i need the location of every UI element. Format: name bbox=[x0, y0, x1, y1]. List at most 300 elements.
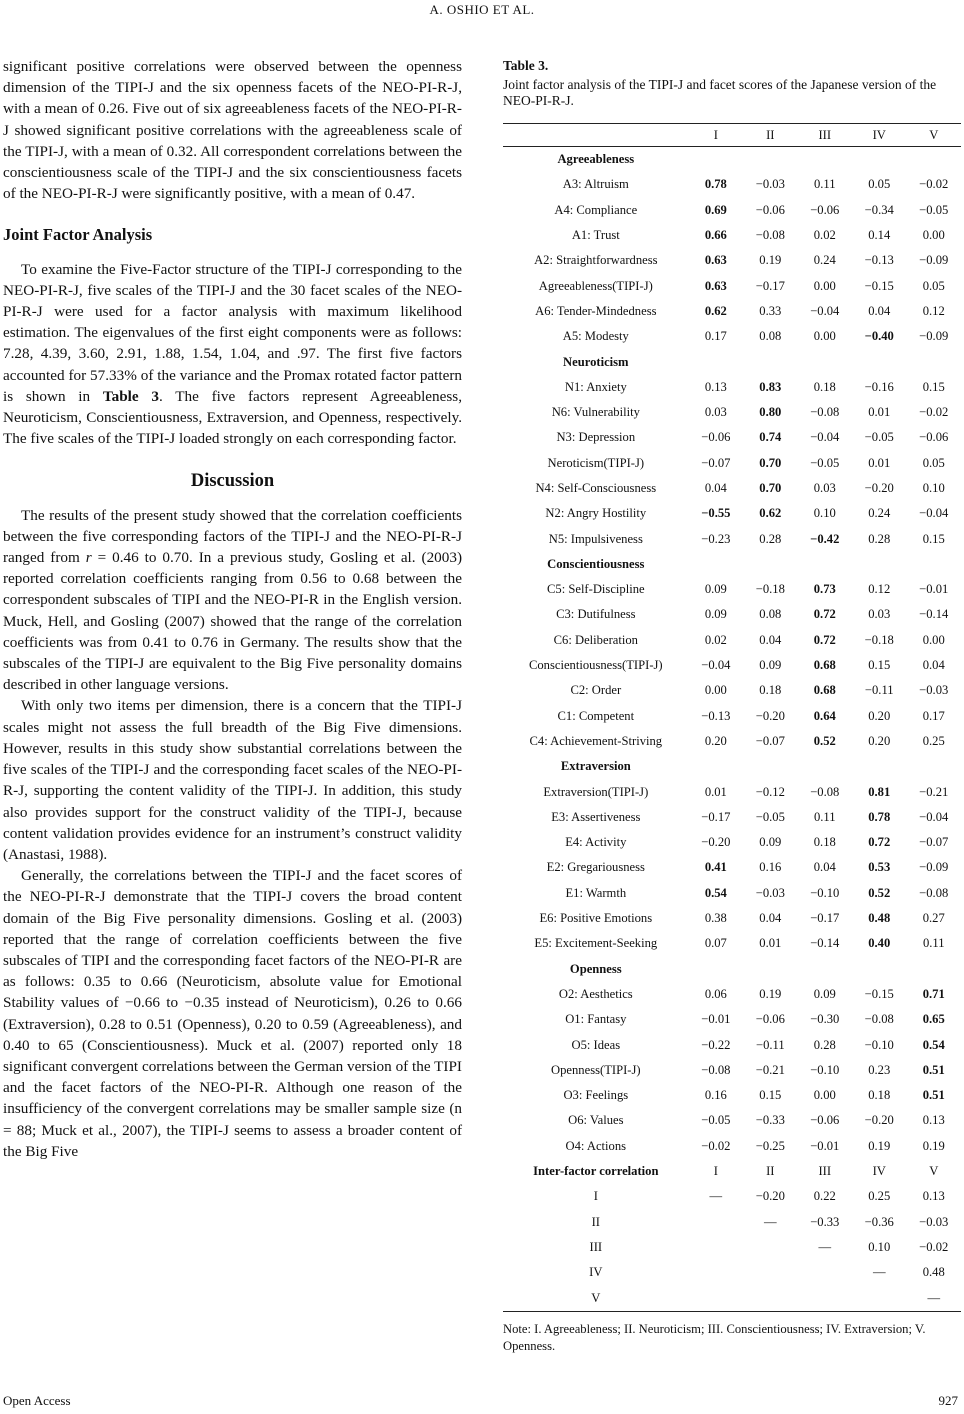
loading-cell: 0.09 bbox=[704, 607, 727, 622]
table-row bbox=[503, 906, 961, 931]
loading-cell: 0.13 bbox=[922, 1113, 945, 1128]
loading-cell bbox=[798, 147, 852, 173]
loading-cell: 0.74 bbox=[759, 430, 782, 445]
loading-cell: 0.19 bbox=[759, 986, 782, 1001]
loading-cell: −0.05 bbox=[701, 1113, 731, 1128]
loading-cell: 0.24 bbox=[813, 253, 836, 268]
loading-cell: −0.06 bbox=[755, 1012, 785, 1027]
loading-cell: −0.11 bbox=[755, 1037, 785, 1052]
loading-cell: −0.03 bbox=[755, 177, 785, 192]
loading-cell: −0.06 bbox=[810, 202, 840, 217]
row-label: O1: Fantasy bbox=[565, 1012, 627, 1027]
loading-cell: −0.08 bbox=[755, 228, 785, 243]
header-cell bbox=[503, 124, 689, 147]
loading-cell: 0.15 bbox=[922, 379, 945, 394]
loading-cell: −0.10 bbox=[810, 1062, 840, 1077]
disc1-text-a: The results of the present study showed that the correlation coefficients between the five corresponding factors of the TIPI-J and the NEO-PI-R-J ranged from bbox=[3, 506, 462, 567]
loading-cell: −0.02 bbox=[701, 1138, 731, 1153]
table-row bbox=[503, 855, 961, 880]
loading-cell: 0.14 bbox=[868, 228, 891, 243]
row-label: A2: Straightforwardness bbox=[534, 253, 658, 268]
loading-cell: −0.33 bbox=[755, 1113, 785, 1128]
loading-cell: 0.78 bbox=[868, 809, 891, 824]
loading-cell: −0.05 bbox=[864, 430, 894, 445]
loading-cell: 0.03 bbox=[704, 405, 727, 420]
loading-cell: −0.20 bbox=[755, 1189, 785, 1204]
joint-text-2: . The five factors represent Agreeableness, Neuroticism, Conscientiousness, Extraversion, and Openness, respectively. The five scales of the TIPI-J loaded strongly on each corresponding factor. bbox=[3, 387, 462, 448]
row-label: Agreeableness(TIPI-J) bbox=[538, 278, 653, 293]
row-label: Extraversion(TIPI-J) bbox=[543, 784, 649, 799]
loading-cell: −0.08 bbox=[810, 405, 840, 420]
loading-cell: −0.06 bbox=[810, 1113, 840, 1128]
loading-cell: 0.20 bbox=[868, 708, 891, 723]
loading-cell: −0.14 bbox=[810, 936, 840, 951]
loading-cell: −0.20 bbox=[864, 481, 894, 495]
row-label: O2: Aesthetics bbox=[558, 986, 633, 1001]
loading-cell: 0.09 bbox=[813, 986, 836, 1001]
loading-cell: II bbox=[766, 1164, 775, 1179]
loading-cell: 0.24 bbox=[868, 506, 891, 521]
loading-cell: 0.20 bbox=[868, 733, 891, 748]
loading-cell: −0.06 bbox=[919, 430, 949, 445]
loading-cell: 0.10 bbox=[868, 1239, 891, 1254]
loading-cell: 0.53 bbox=[868, 860, 891, 875]
loading-cell: −0.08 bbox=[701, 1062, 731, 1077]
row-label: Agreeableness bbox=[557, 152, 635, 167]
loading-cell: 0.63 bbox=[704, 278, 727, 293]
loading-cell: 0.04 bbox=[704, 481, 727, 495]
loading-cell: −0.01 bbox=[701, 1012, 731, 1027]
row-label: E2: Gregariousness bbox=[546, 860, 645, 875]
loading-cell: 0.00 bbox=[813, 278, 836, 293]
loading-cell: 0.19 bbox=[759, 253, 782, 268]
loading-cell bbox=[743, 1235, 797, 1260]
loading-cell: 0.81 bbox=[868, 784, 891, 799]
table-3-reference: Table 3 bbox=[102, 387, 159, 405]
loading-cell: 0.78 bbox=[704, 177, 727, 192]
loading-cell: −0.13 bbox=[701, 708, 731, 723]
table-row bbox=[503, 299, 961, 324]
loading-cell: 0.18 bbox=[759, 683, 782, 698]
row-label: C2: Order bbox=[570, 683, 622, 698]
row-label: N5: Impulsiveness bbox=[548, 531, 643, 546]
loading-cell: 0.28 bbox=[813, 1037, 836, 1052]
loading-cell: 0.09 bbox=[704, 582, 727, 597]
loading-cell: 0.68 bbox=[813, 683, 836, 698]
loading-cell: −0.12 bbox=[755, 784, 785, 799]
loading-cell: −0.21 bbox=[755, 1062, 785, 1077]
loading-cell: 0.52 bbox=[868, 885, 891, 900]
loading-cell: 0.12 bbox=[922, 303, 945, 318]
loading-cell: −0.09 bbox=[919, 860, 949, 875]
loading-cell: 0.01 bbox=[759, 936, 782, 951]
loading-cell: −0.34 bbox=[864, 202, 894, 217]
table-caption: Joint factor analysis of the TIPI-J and facet scores of the Japanese version of the NEO-PI-R-J. bbox=[503, 77, 937, 108]
table-row bbox=[503, 1032, 961, 1057]
header-cell: I bbox=[689, 124, 743, 147]
table-row bbox=[503, 1285, 961, 1311]
loading-cell bbox=[743, 754, 797, 779]
loading-cell: 0.04 bbox=[922, 658, 945, 673]
loading-cell: −0.04 bbox=[701, 658, 731, 673]
row-label: A4: Compliance bbox=[554, 202, 638, 217]
row-label: N3: Depression bbox=[556, 430, 636, 445]
row-label: N4: Self-Consciousness bbox=[535, 481, 657, 495]
loading-cell: 0.73 bbox=[813, 582, 836, 597]
loading-cell: −0.25 bbox=[755, 1138, 785, 1153]
loading-cell: V bbox=[929, 1164, 939, 1179]
loading-cell: −0.07 bbox=[919, 835, 949, 850]
table-row bbox=[503, 1260, 961, 1285]
loading-cell: 0.51 bbox=[922, 1088, 945, 1103]
loading-cell: −0.09 bbox=[919, 329, 949, 344]
table-header-row bbox=[503, 124, 961, 147]
group-header-row bbox=[503, 754, 961, 779]
loading-cell: −0.14 bbox=[919, 607, 949, 622]
group-header-row bbox=[503, 349, 961, 374]
loading-cell: −0.07 bbox=[701, 455, 731, 470]
loading-cell: 0.54 bbox=[922, 1037, 945, 1052]
row-label: III bbox=[589, 1239, 603, 1254]
table-row bbox=[503, 577, 961, 602]
loading-cell bbox=[689, 957, 743, 982]
loading-cell bbox=[798, 349, 852, 374]
loading-cell: 0.83 bbox=[759, 379, 782, 394]
loading-cell bbox=[743, 147, 797, 173]
loading-cell: 0.00 bbox=[922, 632, 945, 647]
loading-cell: 0.19 bbox=[922, 1138, 945, 1153]
loading-cell: — bbox=[906, 1285, 961, 1311]
footer-open-access: Open Access bbox=[3, 1393, 71, 1408]
loading-cell: 0.05 bbox=[922, 278, 945, 293]
header-cell: V bbox=[906, 124, 961, 147]
row-label: E6: Positive Emotions bbox=[539, 911, 653, 926]
loading-cell: 0.71 bbox=[922, 986, 945, 1001]
loading-cell: −0.21 bbox=[919, 784, 949, 799]
table-row bbox=[503, 1007, 961, 1032]
loading-cell: 0.12 bbox=[868, 582, 891, 597]
loading-cell bbox=[689, 147, 743, 173]
loading-cell: — bbox=[872, 1265, 886, 1280]
loading-cell: −0.01 bbox=[919, 582, 949, 597]
loading-cell: −0.20 bbox=[755, 708, 785, 723]
loading-cell bbox=[852, 147, 906, 173]
loading-cell: 0.16 bbox=[704, 1088, 727, 1103]
loading-cell: −0.13 bbox=[864, 253, 894, 268]
loading-cell: — bbox=[818, 1239, 832, 1254]
table-row bbox=[503, 324, 961, 349]
table-row bbox=[503, 881, 961, 906]
loading-cell: −0.30 bbox=[810, 1012, 840, 1027]
loading-cell: 0.08 bbox=[759, 607, 782, 622]
loading-cell: 0.70 bbox=[759, 481, 782, 495]
loading-cell: 0.00 bbox=[813, 329, 836, 344]
row-label: O3: Feelings bbox=[563, 1088, 629, 1103]
table-row bbox=[503, 1209, 961, 1234]
loading-cell: 0.01 bbox=[868, 455, 891, 470]
row-label: E5: Excitement-Seeking bbox=[534, 936, 658, 951]
loading-cell: 0.01 bbox=[704, 784, 727, 799]
loading-cell: 0.13 bbox=[922, 1189, 945, 1204]
loading-cell: 0.20 bbox=[704, 733, 727, 748]
table-row bbox=[503, 779, 961, 804]
loading-cell: −0.10 bbox=[864, 1037, 894, 1052]
loading-cell: 0.10 bbox=[922, 481, 945, 495]
table-row bbox=[503, 172, 961, 197]
loading-cell: 0.17 bbox=[922, 708, 945, 723]
loading-cell: 0.07 bbox=[704, 936, 727, 951]
loading-cell bbox=[852, 552, 906, 577]
loading-cell bbox=[906, 754, 961, 779]
loading-cell: 0.38 bbox=[704, 911, 727, 926]
loading-cell: 0.63 bbox=[704, 253, 727, 268]
loading-cell: −0.11 bbox=[864, 683, 894, 698]
loading-cell: −0.02 bbox=[919, 405, 949, 420]
loading-cell: 0.22 bbox=[813, 1189, 836, 1204]
row-label: C1: Competent bbox=[557, 708, 635, 723]
row-label: II bbox=[591, 1214, 600, 1229]
row-label: E3: Assertiveness bbox=[551, 809, 641, 824]
loading-cell: 0.18 bbox=[868, 1088, 891, 1103]
loading-cell: 0.09 bbox=[759, 835, 782, 850]
loading-cell: −0.42 bbox=[810, 531, 840, 546]
loading-cell: −0.16 bbox=[864, 379, 894, 394]
loading-cell: 0.15 bbox=[759, 1088, 782, 1103]
paragraph-discussion-2: With only two items per dimension, there is a concern that the TIPI-J scales might not assess the full breadth of the Big Five dimensions. However, results in this study show substantial correlations between the five scales of the TIPI-J and the corresponding facet scales of the NEO-PI-R-J, supporting the content validity of the TIPI-J. In addition, this study also provides support for the construct validity of the TIPI-J, because content validation provides evidence for an instrument’s construct validity (Anastasi, 1988). bbox=[3, 697, 462, 863]
loading-cell: 0.27 bbox=[922, 911, 945, 926]
table-row bbox=[503, 1235, 961, 1260]
heading-discussion: Discussion bbox=[190, 471, 275, 492]
table-row bbox=[503, 729, 961, 754]
loading-cell bbox=[798, 957, 852, 982]
loading-cell: 0.72 bbox=[813, 632, 836, 647]
loading-cell: −0.20 bbox=[864, 1113, 894, 1128]
loading-cell: 0.48 bbox=[868, 911, 891, 926]
loading-cell bbox=[852, 957, 906, 982]
row-label: Conscientiousness bbox=[547, 556, 645, 571]
row-label: Openness(TIPI-J) bbox=[551, 1062, 641, 1077]
row-label: E4: Activity bbox=[565, 835, 627, 850]
loading-cell: −0.05 bbox=[755, 809, 785, 824]
loading-cell: 0.02 bbox=[704, 632, 727, 647]
loading-cell: 0.62 bbox=[704, 303, 727, 318]
header-cell: IV bbox=[852, 124, 906, 147]
loading-cell: −0.20 bbox=[701, 835, 731, 850]
table-row bbox=[503, 198, 961, 223]
inter-factor-header-row bbox=[503, 1159, 961, 1184]
loading-cell: −0.22 bbox=[701, 1037, 731, 1052]
table-row bbox=[503, 1058, 961, 1083]
loading-cell: 0.13 bbox=[704, 379, 727, 394]
loading-cell: −0.02 bbox=[919, 1239, 949, 1254]
loading-cell: 0.15 bbox=[922, 531, 945, 546]
loading-cell bbox=[906, 957, 961, 982]
loading-cell: — bbox=[709, 1189, 723, 1204]
loading-cell bbox=[743, 957, 797, 982]
loading-cell: −0.06 bbox=[755, 202, 785, 217]
loading-cell bbox=[798, 552, 852, 577]
loading-cell: 0.19 bbox=[868, 1138, 891, 1153]
loading-cell bbox=[689, 1260, 743, 1285]
loading-cell: 0.52 bbox=[813, 733, 836, 748]
loading-cell: 0.17 bbox=[704, 329, 727, 344]
table-row bbox=[503, 1108, 961, 1133]
table-row bbox=[503, 451, 961, 476]
group-header-row bbox=[503, 552, 961, 577]
table-row bbox=[503, 653, 961, 678]
loading-cell: 0.33 bbox=[759, 303, 782, 318]
loading-cell: 0.05 bbox=[868, 177, 891, 192]
loading-cell: −0.02 bbox=[919, 177, 949, 192]
table-row bbox=[503, 830, 961, 855]
row-label: C6: Deliberation bbox=[553, 632, 638, 647]
row-label: IV bbox=[589, 1265, 603, 1280]
row-label: A5: Modesty bbox=[562, 329, 629, 344]
table-label: Table 3. bbox=[503, 58, 549, 73]
loading-cell: −0.36 bbox=[864, 1214, 894, 1229]
paragraph-joint-factor bbox=[3, 259, 462, 450]
loading-cell bbox=[689, 349, 743, 374]
loading-cell: −0.08 bbox=[810, 784, 840, 799]
loading-cell bbox=[689, 1235, 743, 1260]
loading-cell: 0.18 bbox=[813, 379, 836, 394]
loading-cell bbox=[743, 1260, 797, 1285]
loading-cell bbox=[906, 147, 961, 173]
loading-cell: 0.66 bbox=[704, 228, 727, 243]
loading-cell: −0.05 bbox=[810, 455, 840, 470]
loading-cell: −0.10 bbox=[810, 885, 840, 900]
loading-cell: 0.09 bbox=[759, 658, 782, 673]
loading-cell: −0.03 bbox=[919, 1214, 949, 1229]
loading-cell: −0.04 bbox=[810, 303, 840, 318]
loading-cell: −0.40 bbox=[864, 329, 894, 344]
row-label: C4: Achievement-Striving bbox=[529, 733, 663, 748]
right-column bbox=[503, 58, 963, 1355]
loading-cell: 0.10 bbox=[813, 506, 836, 521]
table-row bbox=[503, 1134, 961, 1159]
loading-cell bbox=[798, 1260, 852, 1285]
loading-cell bbox=[689, 754, 743, 779]
header-cell: II bbox=[743, 124, 797, 147]
loading-cell: 0.62 bbox=[759, 506, 782, 521]
table-row bbox=[503, 248, 961, 273]
loading-cell: −0.07 bbox=[755, 733, 785, 748]
running-head: A. OSHIO ET AL. bbox=[429, 2, 535, 17]
loading-cell bbox=[852, 754, 906, 779]
table-row bbox=[503, 805, 961, 830]
row-label: O4: Actions bbox=[565, 1138, 627, 1153]
row-label: A3: Altruism bbox=[562, 177, 629, 192]
loading-cell bbox=[689, 1285, 743, 1311]
loading-cell: −0.18 bbox=[755, 582, 785, 597]
loading-cell: 0.11 bbox=[813, 809, 836, 824]
loading-cell: 0.04 bbox=[813, 860, 836, 875]
table-row bbox=[503, 1083, 961, 1108]
row-label: A1: Trust bbox=[571, 228, 620, 243]
loading-cell: −0.03 bbox=[919, 683, 949, 698]
loading-cell: 0.04 bbox=[868, 303, 891, 318]
loading-cell: −0.17 bbox=[701, 809, 731, 824]
loading-cell: 0.70 bbox=[759, 455, 782, 470]
loading-cell bbox=[906, 349, 961, 374]
loading-cell: −0.04 bbox=[810, 430, 840, 445]
loading-cell: −0.04 bbox=[919, 809, 949, 824]
loading-cell: −0.01 bbox=[810, 1138, 840, 1153]
loading-cell: 0.72 bbox=[813, 607, 836, 622]
table-row bbox=[503, 400, 961, 425]
loading-cell: −0.17 bbox=[810, 911, 840, 926]
group-header-row bbox=[503, 147, 961, 173]
table-note: Note: I. Agreeableness; II. Neuroticism; III. Conscientiousness; IV. Extraversion; V. Openness. bbox=[503, 1321, 926, 1353]
row-label: C5: Self-Discipline bbox=[547, 582, 645, 597]
table-row bbox=[503, 501, 961, 526]
loading-cell: −0.08 bbox=[919, 885, 949, 900]
loading-cell: 0.64 bbox=[813, 708, 836, 723]
loading-cell: III bbox=[818, 1164, 832, 1179]
table-row bbox=[503, 425, 961, 450]
row-label: N2: Angry Hostility bbox=[545, 506, 647, 521]
loading-cell bbox=[743, 349, 797, 374]
row-label: I bbox=[593, 1189, 598, 1204]
loading-cell: 0.23 bbox=[868, 1062, 891, 1077]
loading-cell: 0.18 bbox=[813, 835, 836, 850]
row-label: A6: Tender-Mindedness bbox=[535, 303, 657, 318]
loading-cell bbox=[689, 1209, 743, 1234]
loading-cell: I bbox=[713, 1164, 718, 1179]
group-header-row bbox=[503, 957, 961, 982]
table-row bbox=[503, 982, 961, 1007]
left-column bbox=[3, 56, 462, 1162]
table-row bbox=[503, 223, 961, 248]
loading-cell: 0.68 bbox=[813, 658, 836, 673]
loading-cell: 0.08 bbox=[759, 329, 782, 344]
row-label: Neuroticism bbox=[563, 354, 629, 369]
table-body bbox=[503, 147, 961, 1312]
factor-table bbox=[503, 123, 961, 1312]
loading-cell: 0.00 bbox=[922, 228, 945, 243]
loading-cell: 0.00 bbox=[813, 1088, 836, 1103]
loading-cell: 0.28 bbox=[759, 531, 782, 546]
row-label: Conscientiousness(TIPI-J) bbox=[528, 658, 663, 673]
loading-cell: −0.15 bbox=[864, 986, 894, 1001]
row-label: N1: Anxiety bbox=[564, 379, 627, 394]
table-row bbox=[503, 1184, 961, 1209]
loading-cell bbox=[689, 552, 743, 577]
loading-cell: 0.80 bbox=[759, 405, 782, 420]
row-label: Neroticism(TIPI-J) bbox=[547, 455, 645, 470]
row-label: Inter-factor correlation bbox=[533, 1164, 659, 1179]
loading-cell: −0.06 bbox=[701, 430, 731, 445]
r-symbol: r bbox=[85, 549, 92, 567]
row-label: Openness bbox=[569, 961, 622, 976]
loading-cell: −0.23 bbox=[701, 531, 731, 546]
loading-cell: 0.11 bbox=[813, 177, 836, 192]
loading-cell: 0.54 bbox=[704, 885, 727, 900]
row-label: E1: Warmth bbox=[565, 885, 627, 900]
loading-cell: 0.04 bbox=[759, 632, 782, 647]
disc1-text-b: = 0.46 to 0.70. In a previous study, Gosling et al. (2003) reported correlation coefficients ranging from 0.56 to 0.68 between the correspondent subscales of TIPI and the NEO-PI-R in the English version. Muck, Hell, and Gosling (2007) showed that the range of the correlation coefficients was from 0.41 to 0.76 in Germany. The results show that the subscales of the TIPI-J are equivalent to the Big Five personality domains described in other language versions. bbox=[3, 549, 463, 694]
loading-cell: 0.72 bbox=[868, 835, 891, 850]
loading-cell: −0.09 bbox=[919, 253, 949, 268]
row-label: O6: Values bbox=[568, 1113, 624, 1128]
loading-cell: 0.05 bbox=[922, 455, 945, 470]
loading-cell: −0.03 bbox=[755, 885, 785, 900]
loading-cell: 0.25 bbox=[922, 733, 945, 748]
row-label: N6: Vulnerability bbox=[551, 405, 640, 420]
row-label: C3: Dutifulness bbox=[556, 607, 636, 622]
loading-cell: 0.16 bbox=[759, 860, 782, 875]
loading-cell: −0.04 bbox=[919, 506, 949, 521]
